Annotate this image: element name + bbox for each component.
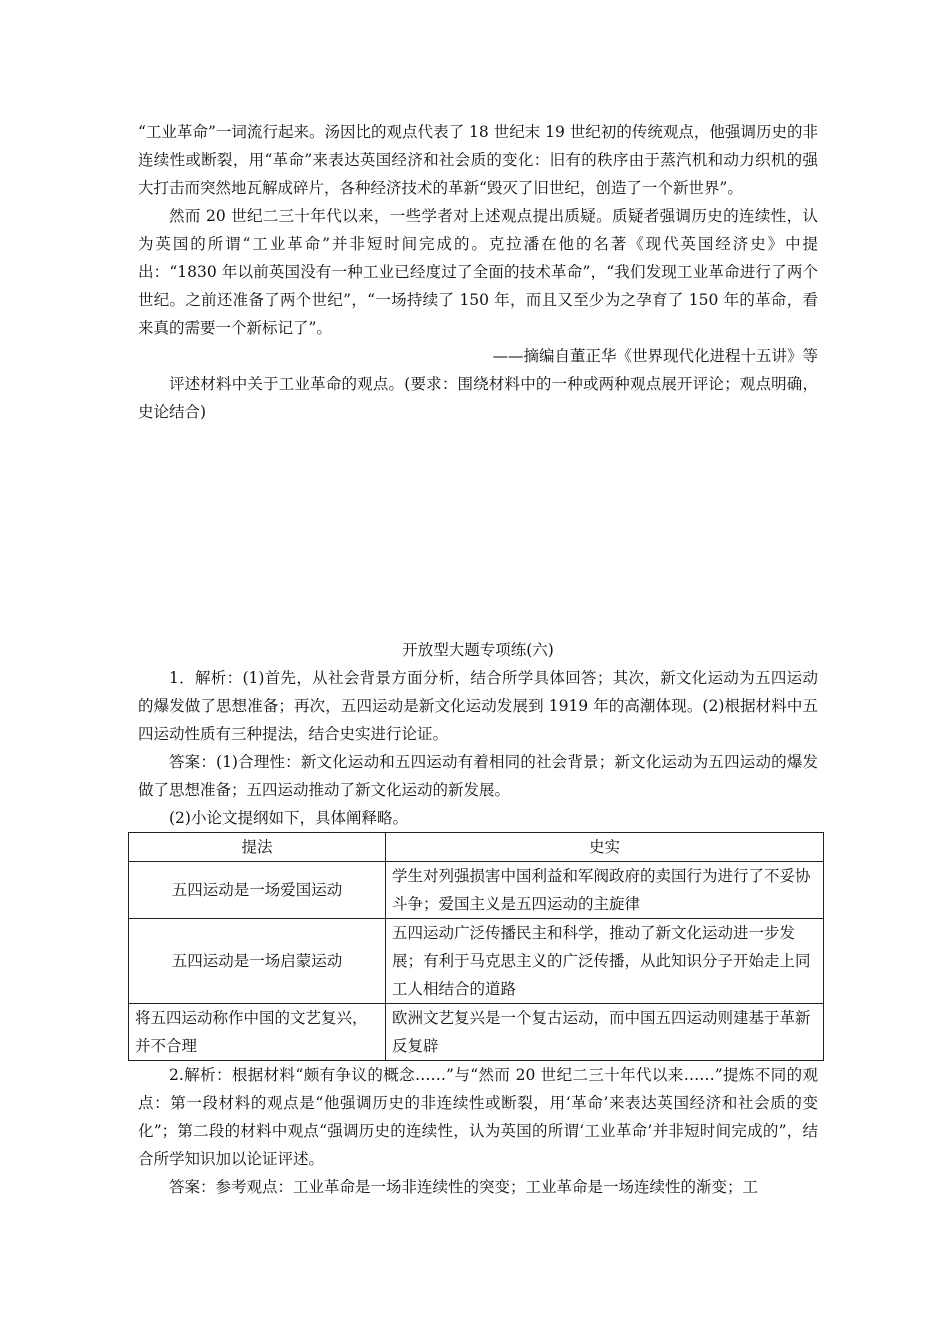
material-paragraph-1: “工业革命”一词流行起来。汤因比的观点代表了 18 世纪末 19 世纪初的传统观点，他强调历史的非连续性或断裂，用“革命”来表达英国经济和社会质的变化：旧有的秩序由于蒸汽机和动力织机的强大打击而突然地瓦解成碎片，各种经济技术的革新“毁灭了旧世纪，创造了一个新世界”。 <box>138 123 818 197</box>
table-row <box>129 919 824 1004</box>
q1-part2-intro: (2)小论文提纲如下，具体阐释略。 <box>169 809 408 827</box>
table-cell-claim: 将五四运动称作中国的文艺复兴，并不合理 <box>129 1004 386 1061</box>
answer-space <box>138 426 818 636</box>
table-header-row <box>129 833 824 862</box>
q2-analysis: 2.解析：根据材料“颇有争议的概念……”与“然而 20 世纪二三十年代以来……”提炼不同的观点：第一段材料的观点是“他强调历史的非连续性或断裂，用‘革命’来表达英国经济和社会质的变化”；第二段的材料中观点“强调历史的连续性，认为英国的所谓‘工业革命’并非短时间完成的”，结合所学知识加以论证评述。 <box>138 1066 818 1168</box>
outline-table <box>128 832 824 1061</box>
material-source: ——摘编自董正华《世界现代化进程十五讲》等 <box>492 347 818 365</box>
table-header-fact: 史实 <box>386 833 824 862</box>
table-header-claim: 提法 <box>129 833 386 862</box>
table-cell-fact: 五四运动广泛传播民主和科学，推动了新文化运动进一步发展；有利于马克思主义的广泛传播，从此知识分子开始走上同工人相结合的道路 <box>386 919 824 1004</box>
q1-answer: 答案：(1)合理性：新文化运动和五四运动有着相同的社会背景；新文化运动为五四运动的爆发做了思想准备；五四运动推动了新文化运动的新发展。 <box>138 753 818 799</box>
table-row <box>129 1004 824 1061</box>
question-prompt: 评述材料中关于工业革命的观点。(要求：围绕材料中的一种或两种观点展开评论；观点明确，史论结合) <box>138 375 818 421</box>
section-title: 开放型大题专项练(六) <box>402 641 554 659</box>
q2-answer: 答案：参考观点：工业革命是一场非连续性的突变；工业革命是一场连续性的渐变；工 <box>169 1178 759 1196</box>
q1-analysis: 1．解析：(1)首先，从社会背景方面分析，结合所学具体回答；其次，新文化运动为五四运动的爆发做了思想准备；再次，五四运动是新文化运动发展到 1919 年的高潮体现。(2)根据材料中五四运动性质有三种提法，结合史实进行论证。 <box>138 669 818 743</box>
table-cell-fact: 学生对列强损害中国利益和军阀政府的卖国行为进行了不妥协斗争；爱国主义是五四运动的主旋律 <box>386 862 824 919</box>
table-cell-claim: 五四运动是一场爱国运动 <box>129 862 386 919</box>
material-paragraph-2: 然而 20 世纪二三十年代以来，一些学者对上述观点提出质疑。质疑者强调历史的连续性，认为英国的所谓“工业革命”并非短时间完成的。克拉潘在他的名著《现代英国经济史》中提出：“1830 年以前英国没有一种工业已经度过了全面的技术革命”，“我们发现工业革命进行了两个世纪。之前还准备了两个世纪”，“一场持续了 150 年，而且又至少为之孕育了 150 年的革命，看来真的需要一个新标记了”。 <box>138 207 818 337</box>
table-cell-fact: 欧洲文艺复兴是一个复古运动，而中国五四运动则建基于革新反复辟 <box>386 1004 824 1061</box>
table-cell-claim: 五四运动是一场启蒙运动 <box>129 919 386 1004</box>
document-page <box>135 118 818 1201</box>
table-row <box>129 862 824 919</box>
